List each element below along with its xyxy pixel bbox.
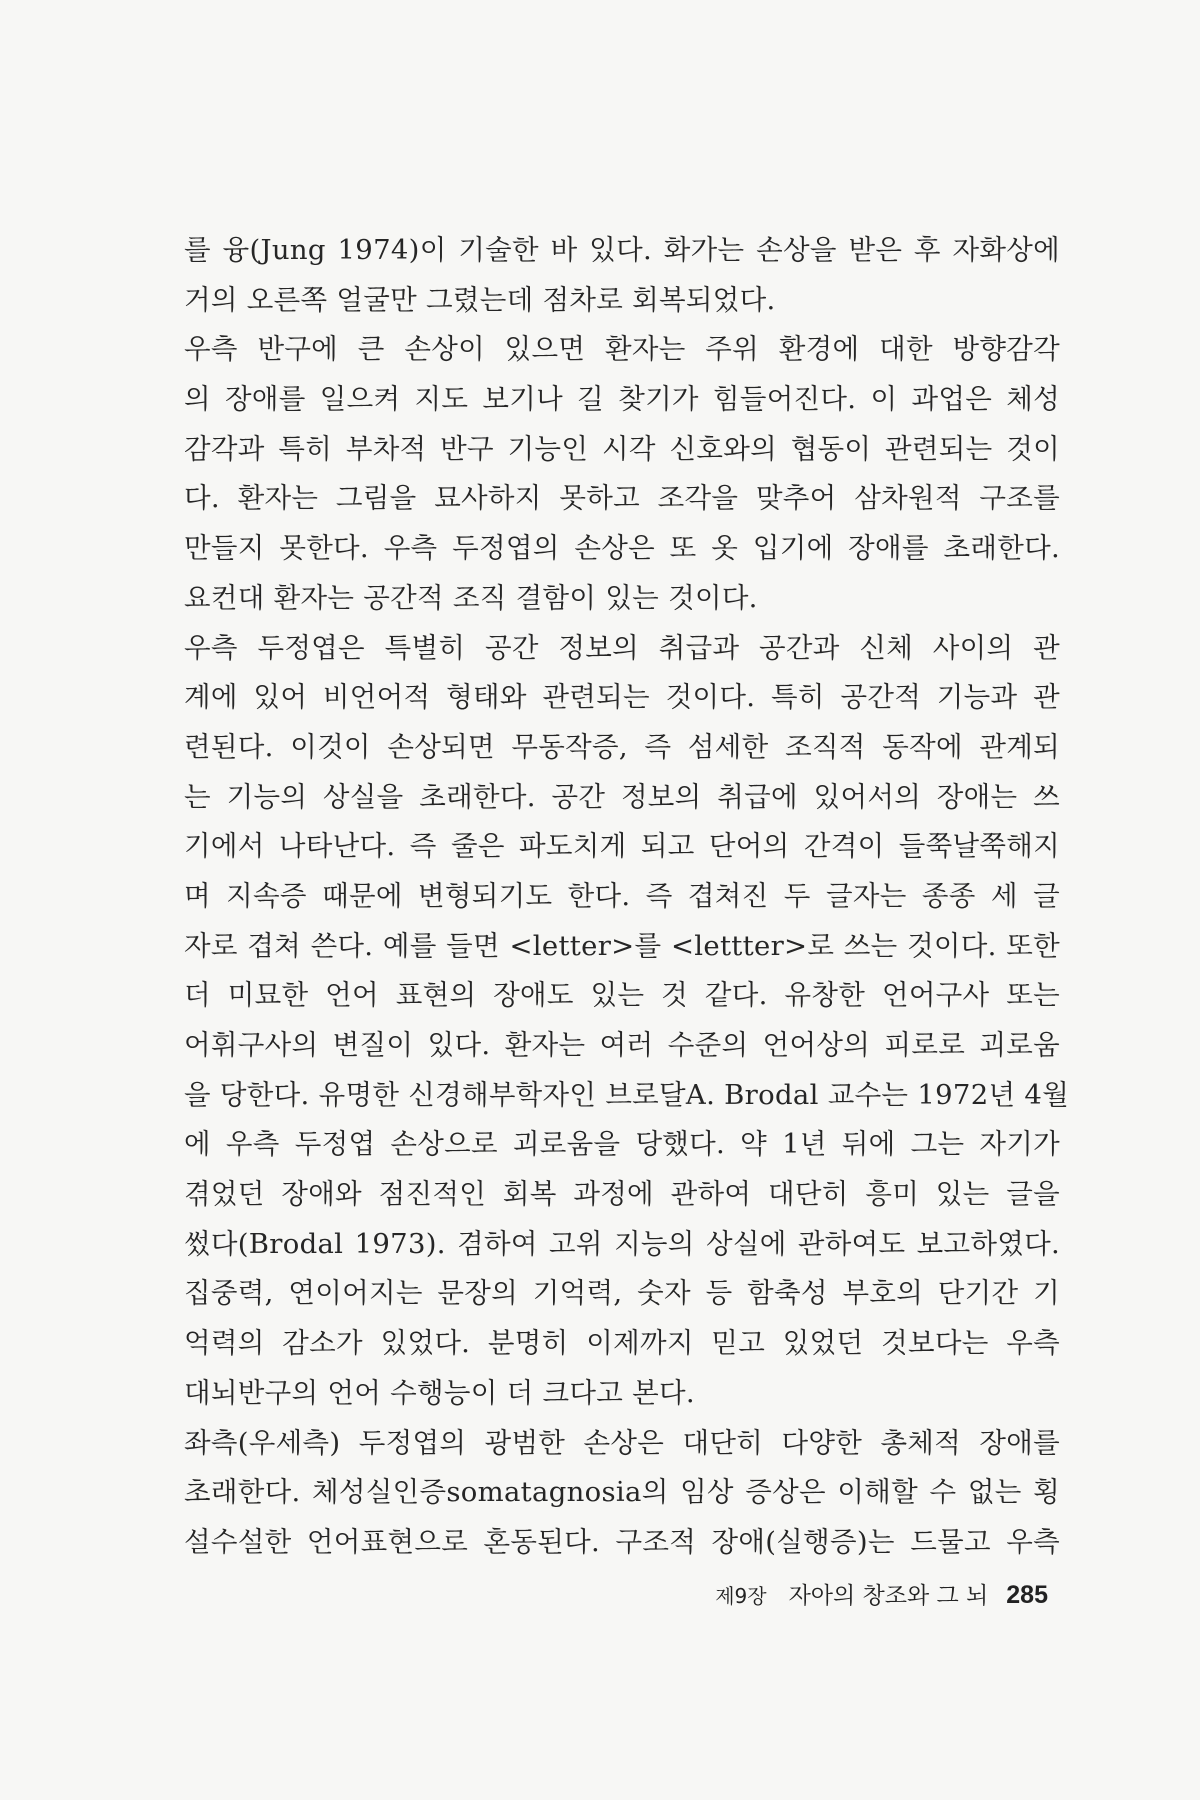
- text-line: 는 기능의 상실을 초래한다. 공간 정보의 취급에 있어서의 장애는 쓰: [184, 780, 1060, 813]
- body-text: [184, 226, 1070, 1568]
- text-line: 썼다(Brodal 1973). 겸하여 고위 지능의 상실에 관하여도 보고하였다.: [184, 1227, 1060, 1260]
- text-line: 을 당한다. 유명한 신경해부학자인 브로달A. Brodal 교수는 1972년 4월: [184, 1078, 1070, 1111]
- text-line: 만들지 못한다. 우측 두정엽의 손상은 또 옷 입기에 장애를 초래한다.: [184, 532, 1060, 565]
- chapter-title: 자아의 창조와 그 뇌: [788, 1583, 989, 1609]
- text-line: 며 지속증 때문에 변형되기도 한다. 즉 겹쳐진 두 글자는 종종 세 글: [184, 879, 1060, 912]
- text-line: 거의 오른쪽 얼굴만 그렸는데 점차로 회복되었다.: [184, 283, 776, 316]
- page-footer: [715, 1580, 1048, 1611]
- text-line: 다. 환자는 그림을 묘사하지 못하고 조각을 맞추어 삼차원적 구조를: [184, 482, 1060, 515]
- text-line: 대뇌반구의 언어 수행능이 더 크다고 본다.: [184, 1376, 695, 1409]
- text-line: 우측 반구에 큰 손상이 있으면 환자는 주위 환경에 대한 방향감각: [184, 333, 1060, 366]
- text-line: 의 장애를 일으켜 지도 보기나 길 찾기가 힘들어진다. 이 과업은 체성: [184, 383, 1060, 416]
- text-line: 억력의 감소가 있었다. 분명히 이제까지 믿고 있었던 것보다는 우측: [184, 1327, 1060, 1360]
- text-line: 초래한다. 체성실인증somatagnosia의 임상 증상은 이해할 수 없는 횡: [184, 1476, 1060, 1509]
- text-line: 설수설한 언어표현으로 혼동된다. 구조적 장애(실행증)는 드물고 우측: [184, 1525, 1060, 1558]
- chapter-number: 제9장: [715, 1584, 767, 1608]
- text-line: 자로 겹쳐 쓴다. 예를 들면 <letter>를 <lettter>로 쓰는 것이다. 또한: [184, 929, 1060, 962]
- text-line: 우측 두정엽은 특별히 공간 정보의 취급과 공간과 신체 사이의 관: [184, 631, 1060, 664]
- text-line: 더 미묘한 언어 표현의 장애도 있는 것 같다. 유창한 언어구사 또는: [184, 979, 1060, 1012]
- text-line: 련된다. 이것이 손상되면 무동작증, 즉 섬세한 조직적 동작에 관계되: [184, 730, 1060, 763]
- text-line: 어휘구사의 변질이 있다. 환자는 여러 수준의 언어상의 피로로 괴로움: [184, 1029, 1060, 1061]
- page-number: 285: [1006, 1581, 1048, 1609]
- text-line: 좌측(우세측) 두정엽의 광범한 손상은 대단히 다양한 총체적 장애를: [184, 1426, 1060, 1459]
- text-line: 감각과 특히 부차적 반구 기능인 시각 신호와의 협동이 관련되는 것이: [184, 432, 1060, 465]
- text-line: 기에서 나타난다. 즉 줄은 파도치게 되고 단어의 간격이 들쭉날쭉해지: [184, 830, 1060, 863]
- text-line: 를 융(Jung 1974)이 기술한 바 있다. 화가는 손상을 받은 후 자화상에: [184, 234, 1060, 266]
- text-line: 겪었던 장애와 점진적인 회복 과정에 관하여 대단히 흥미 있는 글을: [184, 1178, 1060, 1211]
- text-line: 요컨대 환자는 공간적 조직 결함이 있는 것이다.: [184, 581, 758, 614]
- text-line: 계에 있어 비언어적 형태와 관련되는 것이다. 특히 공간적 기능과 관: [184, 681, 1060, 714]
- text-line: 집중력, 연이어지는 문장의 기억력, 숫자 등 함축성 부호의 단기간 기: [184, 1277, 1060, 1310]
- text-line: 에 우측 두정엽 손상으로 괴로움을 당했다. 약 1년 뒤에 그는 자기가: [184, 1128, 1060, 1161]
